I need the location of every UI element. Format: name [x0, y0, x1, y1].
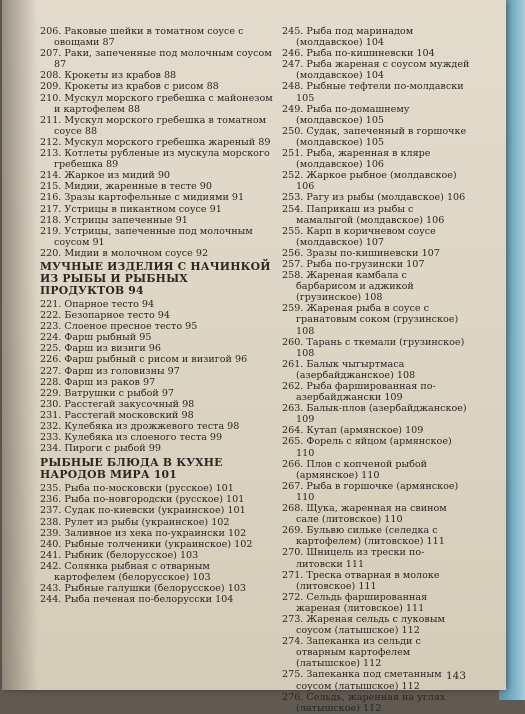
toc-entry: 220. Мидии в молочном соусе 92	[40, 247, 209, 259]
toc-entry: 242. Солянка рыбная с отварным картофелем (белорусское) 103	[40, 560, 211, 584]
toc-entry: 213. Котлеты рубленые из мускула морского гребешка 89	[40, 148, 270, 171]
toc-entry: 243. Рыбные галушки (белорусское) 103	[40, 583, 247, 595]
toc-entry: 271. Треска отварная в молоке (литовское) 111	[282, 569, 440, 592]
toc-entry: 261. Балык чыгыртмаса (азербайджанское) 108	[282, 358, 416, 381]
toc-entry: 231. Расстегай московский 98	[40, 409, 194, 421]
toc-entry: 217. Устрицы в пикантном соусе 91	[40, 203, 222, 215]
toc-entry: 258. Жареная камбала с барбарисом и аджикой (грузинское) 108	[282, 270, 414, 304]
toc-entry: 207. Раки, запеченные под молочным соусом 87	[40, 48, 272, 71]
toc-entry: 275. Запеканка под сметанным соусом (латышское) 112	[282, 669, 442, 692]
toc-entry: 227. Фарш из головизны 97	[40, 365, 180, 377]
toc-entry: 249. Рыба по-домашнему (молдавское) 105	[282, 103, 410, 126]
toc-entry: 218. Устрицы запеченные 91	[40, 214, 188, 226]
toc-entry: 214. Жаркое из мидий 90	[40, 170, 171, 182]
toc-entry: 253. Рагу из рыбы (молдавское) 106	[282, 192, 466, 204]
section-heading-pastry: МУЧНЫЕ ИЗДЕЛИЯ С НАЧИНКОЙ ИЗ РЫБЫ И РЫБНЫХ ПРОДУКТОВ 94	[40, 259, 271, 297]
toc-entry: 256. Зразы по-кишиневски 107	[282, 247, 440, 259]
right-column	[282, 26, 470, 714]
toc-entry: 234. Пироги с рыбой 99	[40, 443, 161, 455]
toc-entry: 225. Фарш из визиги 96	[40, 343, 161, 355]
toc-entry: 252. Жаркое рыбное (молдавское) 106	[282, 170, 457, 193]
toc-entry: 229. Ватрушки с рыбой 97	[40, 387, 175, 399]
toc-entry: 216. Зразы картофельные с мидиями 91	[40, 192, 245, 204]
toc-entry: 212. Мускул морского гребешка жареный 89	[40, 136, 271, 148]
toc-entry: 238. Рулет из рыбы (украинское) 102	[40, 516, 230, 528]
toc-entry: 240. Рыбные толченики (украинское) 102	[40, 538, 253, 550]
toc-entry: 270. Шницель из трески по-литовски 111	[282, 547, 425, 570]
toc-entry: 276. Сельдь, жаренная на углях (латышское) 112	[282, 691, 446, 714]
toc-entry: 232. Кулебяка из дрожжевого теста 98	[40, 421, 240, 432]
toc-entry: 206. Раковые шейки в томатном соусе с овощами 87	[40, 26, 244, 49]
toc-entry: 237. Судак по-киевски (украинское) 101	[40, 505, 246, 517]
toc-entry: 244. Рыба печеная по-белорусски 104	[40, 594, 234, 606]
toc-entry: 259. Жареная рыба в соусе с гранатовым соком (грузинское) 108	[282, 303, 459, 337]
toc-entry: 266. Плов с копченой рыбой (армянское) 110	[282, 458, 428, 481]
toc-entry: 245. Рыба под маринадом (молдавское) 104	[282, 26, 414, 49]
book-page	[2, 0, 506, 714]
toc-entry: 250. Судак, запеченный в горшочке (молдавское) 105	[282, 125, 467, 148]
toc-entry: 222. Безопарное тесто 94	[40, 310, 170, 322]
toc-entry: 248. Рыбные тефтели по-молдавски 105	[282, 81, 464, 104]
toc-entry: 209. Крокеты из крабов с рисом 88	[40, 81, 219, 93]
toc-entry: 219. Устрицы, запеченные под молочным соусом 91	[40, 225, 253, 248]
toc-entry: 257. Рыба по-грузински 107	[282, 258, 425, 270]
toc-entry: 267. Рыба в горшочке (армянское) 110	[282, 480, 459, 503]
toc-entry: 221. Опарное тесто 94	[40, 298, 155, 310]
toc-entry: 274. Запеканка из сельди с отварным картофелем (латышское) 112	[282, 636, 421, 670]
toc-entry: 264. Кутап (армянское) 109	[282, 425, 424, 437]
toc-entry: 273. Жареная сельдь с луковым соусом (латышское) 112	[282, 613, 445, 637]
toc-entry: 247. Рыба жареная с соусом муждей (молдавское) 104	[282, 59, 470, 82]
toc-entry: 210. Мускул морского гребешка с майонезом и картофелем 88	[40, 92, 273, 115]
toc-entry: 269. Бульвю сильке (селедка с картофелем) (литовское) 111	[282, 525, 445, 548]
toc-entry: 262. Рыба фаршированная по-азербайджански 109	[282, 381, 436, 404]
toc-entry: 211. Мускул морского гребешка в томатном соусе 88	[40, 114, 267, 137]
toc-entry: 235. Рыба по-московски (русское) 101	[40, 483, 234, 495]
toc-entry: 224. Фарш рыбный 95	[40, 332, 152, 344]
toc-entry: 208. Крокеты из крабов 88	[40, 70, 177, 82]
toc-entry: 226. Фарш рыбный с рисом и визигой 96	[40, 354, 248, 366]
toc-entry: 263. Балык-плов (азербайджанское) 109	[282, 403, 467, 426]
left-column	[40, 26, 273, 605]
toc-entry: 260. Тарань с ткемали (грузинское) 108	[282, 336, 465, 359]
toc-entry: 223. Слоеное пресное тесто 95	[40, 321, 198, 333]
toc-entry: 239. Заливное из хека по-украински 102	[40, 527, 247, 539]
toc-entry: 241. Рыбник (белорусское) 103	[40, 549, 199, 561]
toc-entry: 265. Форель с яйцом (армянское) 110	[282, 436, 452, 459]
toc-entry: 268. Щука, жаренная на свином сале (литовское) 110	[282, 503, 447, 526]
toc-entry: 246. Рыба по-кишиневски 104	[282, 48, 435, 60]
toc-entry: 251. Рыба, жаренная в кляре (молдавское) 106	[282, 148, 431, 171]
section-heading-world-cuisine: РЫБНЫЕ БЛЮДА В КУХНЕ НАРОДОВ МИРА 101	[40, 456, 223, 482]
toc-entry: 230. Расстегай закусочный 98	[40, 398, 195, 410]
toc-entry: 228. Фарш из раков 97	[40, 376, 156, 388]
toc-entry: 255. Карп в коричневом соусе (молдавское) 107	[282, 225, 436, 248]
toc-entry: 272. Сельдь фаршированная жареная (литовское) 111	[282, 591, 428, 614]
toc-entry: 215. Мидии, жаренные в тесте 90	[40, 181, 212, 193]
toc-entry: 254. Паприкаш из рыбы с мамалыгой (молдавское) 106	[282, 203, 445, 226]
page-number: 143	[446, 670, 467, 682]
toc-entry: 236. Рыба по-новгородски (русское) 101	[40, 494, 245, 506]
toc-entry: 233. Кулебяка из слоеного теста 99	[40, 432, 223, 444]
